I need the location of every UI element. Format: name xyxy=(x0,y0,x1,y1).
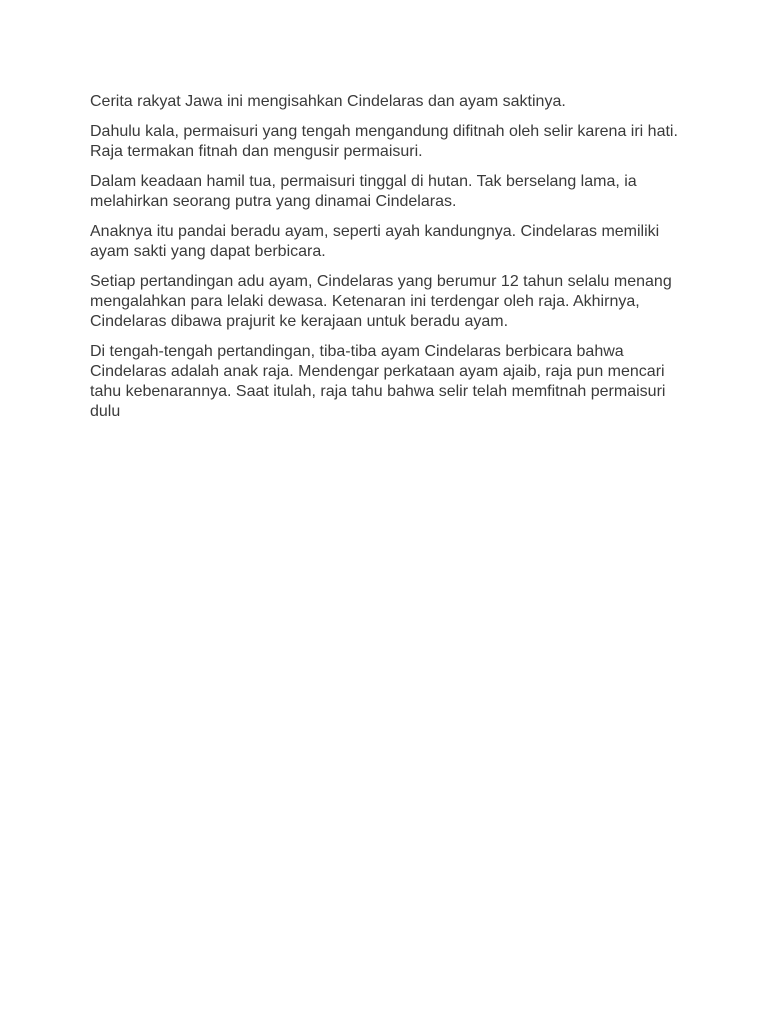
paragraph-cockfights: Setiap pertandingan adu ayam, Cindelaras yang berumur 12 tahun selalu menang mengalahkan para lelaki dewasa. Ketenaran ini terdengar oleh raja. Akhirnya, Cindelaras dibawa prajurit ke kerajaan untuk beradu ayam. xyxy=(90,273,672,330)
paragraph-intro: Cerita rakyat Jawa ini mengisahkan Cindelaras dan ayam saktinya. xyxy=(90,93,566,110)
paragraph-slander: Dahulu kala, permaisuri yang tengah mengandung difitnah oleh selir karena iri hati. Raja termakan fitnah dan mengusir permaisuri. xyxy=(90,123,678,160)
paragraph-birth: Dalam keadaan hamil tua, permaisuri tinggal di hutan. Tak berselang lama, ia melahirkan seorang putra yang dinamai Cindelaras. xyxy=(90,173,637,210)
paragraph-magic-rooster: Anaknya itu pandai beradu ayam, seperti ayah kandungnya. Cindelaras memiliki ayam sakti yang dapat berbicara. xyxy=(90,223,660,260)
document-body xyxy=(90,92,700,432)
paragraph-revelation: Di tengah-tengah pertandingan, tiba-tiba ayam Cindelaras berbicara bahwa Cindelaras adalah anak raja. Mendengar perkataan ayam ajaib, raja pun mencari tahu kebenarannya. Saat itulah, raja tahu bahwa selir telah memfitnah permaisuri dulu xyxy=(90,343,666,420)
